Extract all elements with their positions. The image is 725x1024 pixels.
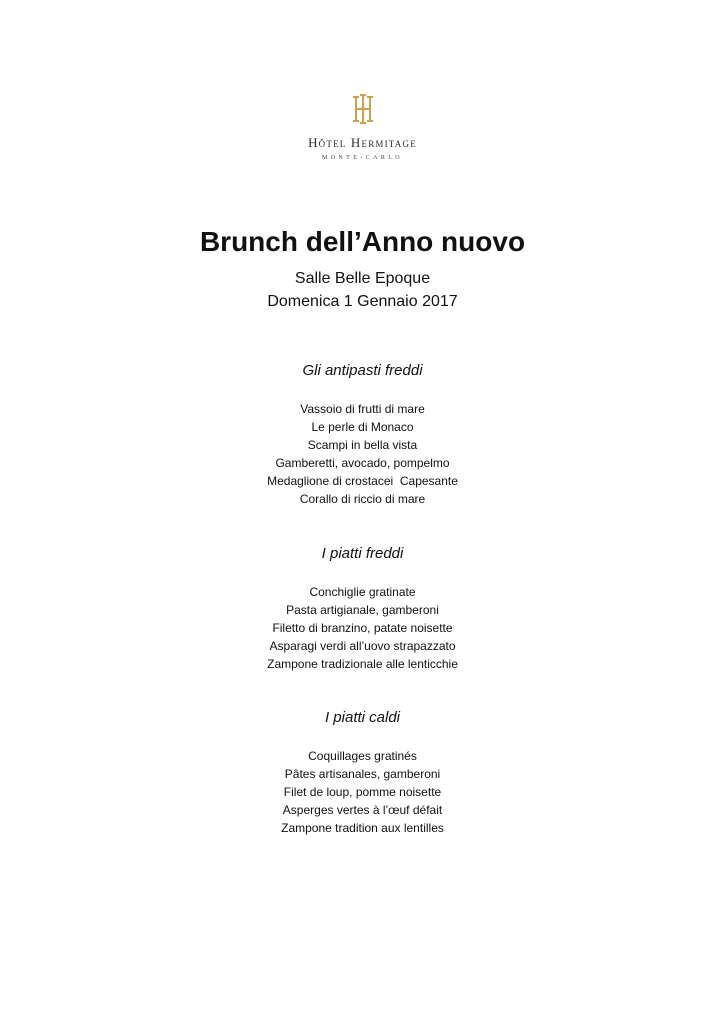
section-title-antipasti: Gli antipasti freddi [302,362,423,379]
hotel-logo [0,92,725,162]
dish-item: Zampone tradizionale alle lenticchie [267,657,458,671]
dish-item: Filetto di branzino, patate noisette [272,621,453,635]
dish-item: Vassoio di frutti di mare [300,402,425,416]
dish-list-piatti-freddi [0,583,725,673]
dish-item: Medaglione di crostacei Capesante [267,474,458,488]
dish-item: Gamberetti, avocado, pompelmo [275,456,450,470]
dish-item: Asperges vertes à l’œuf défait [282,803,443,817]
dish-list-antipasti [0,400,725,508]
dish-item: Pâtes artisanales, gamberoni [284,767,441,781]
dish-item: Conchiglie gratinate [309,585,416,599]
page-title: Brunch dell’Anno nuovo [199,226,526,257]
dish-item: Pasta artigianale, gamberoni [286,603,439,617]
section-title-piatti-freddi: I piatti freddi [321,545,404,562]
dish-item: Asparagi verdi all’uovo strapazzato [269,639,456,653]
dish-item: Corallo di riccio di mare [299,492,426,506]
section-title-piatti-caldi: I piatti caldi [324,709,401,726]
hotel-location: MONTE-CARLO [321,155,404,161]
hh-monogram-icon [348,92,378,126]
dish-item: Le perle di Monaco [311,420,414,434]
hotel-name: Hôtel Hermitage [308,135,417,150]
date-text: Domenica 1 Gennaio 2017 [267,293,458,310]
dish-list-piatti-caldi [0,747,725,837]
dish-item: Coquillages gratinés [308,749,417,763]
dish-item: Filet de loup, pomme noisette [283,785,442,799]
venue-text: Salle Belle Epoque [294,270,431,287]
dish-item: Scampi in bella vista [307,438,418,452]
dish-item: Zampone tradition aux lentilles [281,821,444,835]
